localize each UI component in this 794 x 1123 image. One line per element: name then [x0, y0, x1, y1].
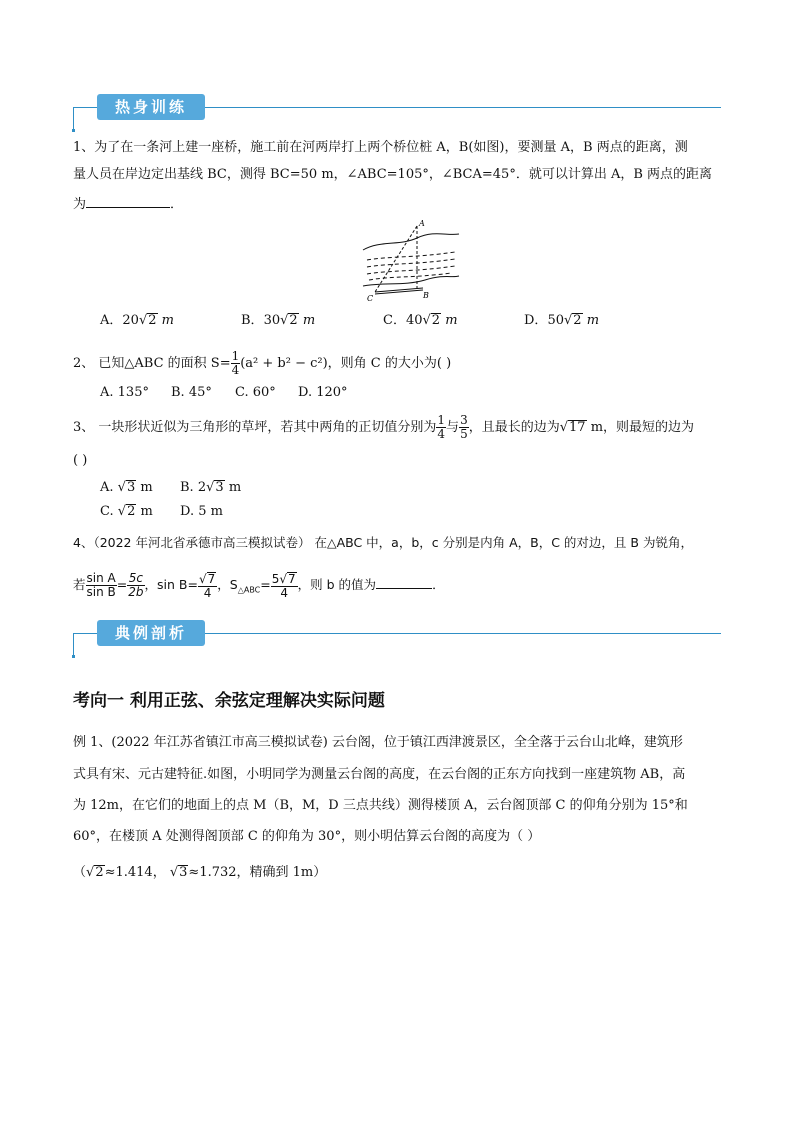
radical-sign: √ — [279, 571, 288, 586]
q2-option-c[interactable]: C. 60° — [235, 385, 276, 400]
radical-sign: √ — [422, 313, 431, 328]
radical-sign: √ — [280, 313, 289, 328]
answer-blank — [376, 574, 432, 589]
ex1-line1: 例 1、(2022 年江苏省镇江市高三模拟试卷) 云台阁，位于镇江西津渡景区，全全落于云台山北峰，建筑形 — [73, 735, 683, 750]
ex1-line2: 式具有宋、元古建特征.如图，小明同学为测量云台阁的高度，在云台阁的正东方向找到一座建筑物 AB，高 — [73, 767, 686, 782]
q3-stem: 3、 一块形状近似为三角形的草坪，若其中两角的正切值分别为 $\frac{1}{4}$ 与 $\frac{3}{5}$ ，且最长的边为√17 m，则最短的边为 — [73, 413, 695, 441]
label-c: C — [367, 294, 374, 303]
label-a: A — [419, 219, 425, 228]
q2-fraction: $\frac{1}{4}$ — [231, 349, 240, 377]
radical-sign: √ — [117, 504, 127, 519]
q3-option-c[interactable]: C. √2 m — [100, 504, 153, 519]
q3-option-b[interactable]: B. 2√3 m — [180, 480, 242, 495]
radical-sign: √ — [86, 865, 95, 880]
q1-option-b[interactable]: B．30√2 m — [241, 313, 316, 328]
q2-option-b[interactable]: B. 45° — [171, 385, 212, 400]
section-title-warmup: 热身训练 — [97, 94, 205, 120]
q1-option-c[interactable]: C．40√2 m — [383, 313, 458, 328]
topic-heading: 考向一 利用正弦、余弦定理解决实际问题 — [73, 691, 385, 711]
ex1-note: （√2≈1.414， √3≈1.732，精确到 1m） — [73, 865, 327, 880]
radical-sign: √ — [563, 313, 573, 328]
q3-answer-paren: ( ) — [73, 453, 88, 468]
q3-option-a[interactable]: A. √3 m — [100, 480, 153, 495]
q1-option-a[interactable]: A．20√2 m — [100, 313, 174, 328]
radical-sign: √ — [138, 313, 148, 328]
river-bridge-figure — [355, 216, 465, 308]
q1-option-d[interactable]: D．50√2 m — [524, 313, 600, 328]
ex1-line4: 60°，在楼顶 A 处测得阁顶部 C 的仰角为 30°，则小明估算云台阁的高度为（ ） — [73, 829, 541, 844]
q4-line2: 若 $\frac{\text{sin A}}{\text{sin B}}$ = $\frac{5c}{2b}$ ，sin B= $\frac{√7}{4}$ ，$S_{\triangle ABC}=$ $\frac{5√7}{4}$ ，则 b 的值为 ． — [73, 571, 445, 600]
ex1-line3: 为 12m，在它们的地面上的点 M（B，M，D 三点共线）测得楼顶 A，云台阁顶部 C 的仰角分别为 15°和 — [73, 798, 688, 813]
section-marker — [73, 107, 74, 131]
section-dot — [72, 129, 75, 132]
q2-option-a[interactable]: A. 135° — [100, 385, 149, 400]
q1-line1: 1、为了在一条河上建一座桥，施工前在河两岸打上两个桥位桩 A，B(如图)，要测量 A，B 两点的距离，测 — [73, 140, 688, 155]
radical-sign: √ — [117, 480, 126, 495]
section-title-example: 典例剖析 — [97, 620, 205, 646]
q1-line2: 量人员在岸边定出基线 BC，测得 BC=50 m，∠ABC=105°，∠BCA=45°．就可以计算出 A，B 两点的距离 — [73, 167, 713, 182]
radical-sign: √ — [559, 420, 569, 435]
radical-sign: √ — [198, 571, 207, 586]
q2-stem: 2、 已知△ABC 的面积 S= $\frac{1}{4}$ (a² + b² − c²)，则角 C 的大小为( ) — [73, 349, 452, 377]
label-b: B — [423, 291, 429, 300]
q3-option-d[interactable]: D. 5 m — [180, 504, 223, 519]
radical-sign: √ — [169, 865, 179, 880]
q1-line3: 为 ． — [73, 193, 183, 214]
radical-sign: √ — [206, 480, 215, 495]
q4-line1: 4、（2022 年河北省承德市高三模拟试卷） 在△ABC 中，a，b，c 分别是内角 A，B，C 的对边，且 B 为锐角， — [73, 535, 693, 550]
section-marker — [73, 633, 74, 657]
answer-blank — [86, 193, 170, 208]
section-dot — [72, 655, 75, 658]
q2-option-d[interactable]: D. 120° — [298, 385, 348, 400]
